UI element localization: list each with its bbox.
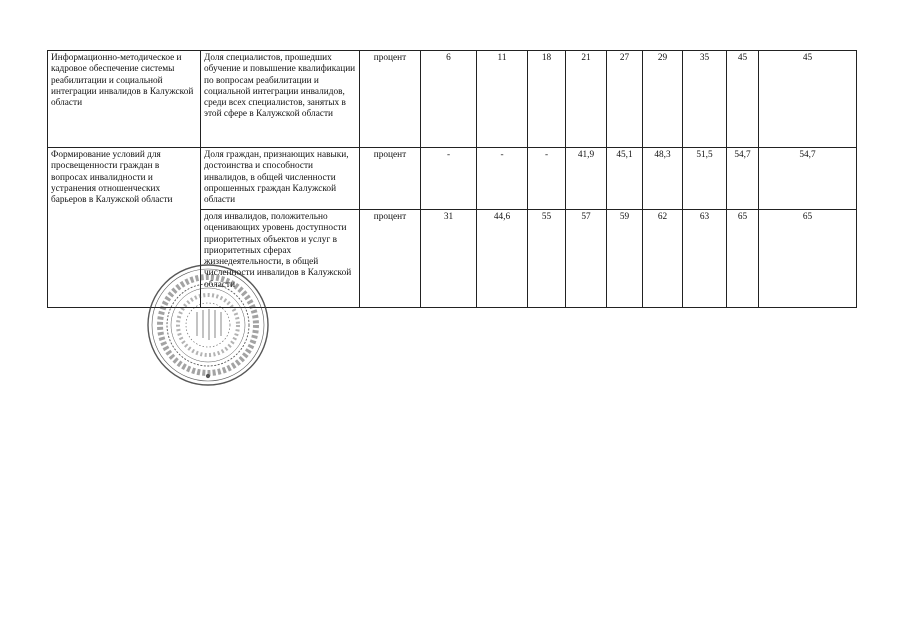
value-cell: 54,7 [727, 148, 759, 210]
value-cell: 45 [759, 51, 857, 148]
unit-cell: процент [360, 210, 421, 308]
value-cell: 27 [607, 51, 643, 148]
value-cell: 65 [727, 210, 759, 308]
value-cell: 62 [643, 210, 683, 308]
value-cell: 45,1 [607, 148, 643, 210]
indicator-cell: доля инвалидов, положительно оценивающих уровень доступности приоритетных объектов и услуг в приоритетных сферах жизнедеятельности, в общей численности инвалидов в Калужской области [201, 210, 360, 308]
value-cell: 31 [421, 210, 477, 308]
value-cell: 21 [566, 51, 607, 148]
value-cell: 55 [528, 210, 566, 308]
value-cell: 29 [643, 51, 683, 148]
value-cell: 41,9 [566, 148, 607, 210]
value-cell: 18 [528, 51, 566, 148]
value-cell: 59 [607, 210, 643, 308]
indicator-cell: Доля граждан, признающих навыки, достоинства и способности инвалидов, в общей численности опрошенных граждан Калужской области [201, 148, 360, 210]
value-cell: 6 [421, 51, 477, 148]
official-seal-icon [145, 262, 271, 388]
value-cell: 63 [683, 210, 727, 308]
unit-cell: процент [360, 148, 421, 210]
unit-cell: процент [360, 51, 421, 148]
value-cell: 35 [683, 51, 727, 148]
indicator-cell: Доля специалистов, прошедших обучение и повышение квалификации по вопросам реабилитации и социальной интеграции инвалидов, среди всех специалистов, занятых в этой сфере в Калужской области [201, 51, 360, 148]
goal-cell: Формирование условий для просвещенности граждан в вопросах инвалидности и устранения отношенческих барьеров в Калужской области [48, 148, 201, 308]
table-row [48, 148, 857, 210]
value-cell: 54,7 [759, 148, 857, 210]
value-cell: 45 [727, 51, 759, 148]
value-cell: 44,6 [477, 210, 528, 308]
value-cell: 48,3 [643, 148, 683, 210]
value-cell: - [528, 148, 566, 210]
value-cell: 51,5 [683, 148, 727, 210]
table-row [48, 51, 857, 148]
value-cell: - [421, 148, 477, 210]
value-cell: 11 [477, 51, 528, 148]
value-cell: - [477, 148, 528, 210]
value-cell: 65 [759, 210, 857, 308]
value-cell: 57 [566, 210, 607, 308]
goal-cell: Информационно-методическое и кадровое обеспечение системы реабилитации и социальной интеграции инвалидов в Калужской области [48, 51, 201, 148]
